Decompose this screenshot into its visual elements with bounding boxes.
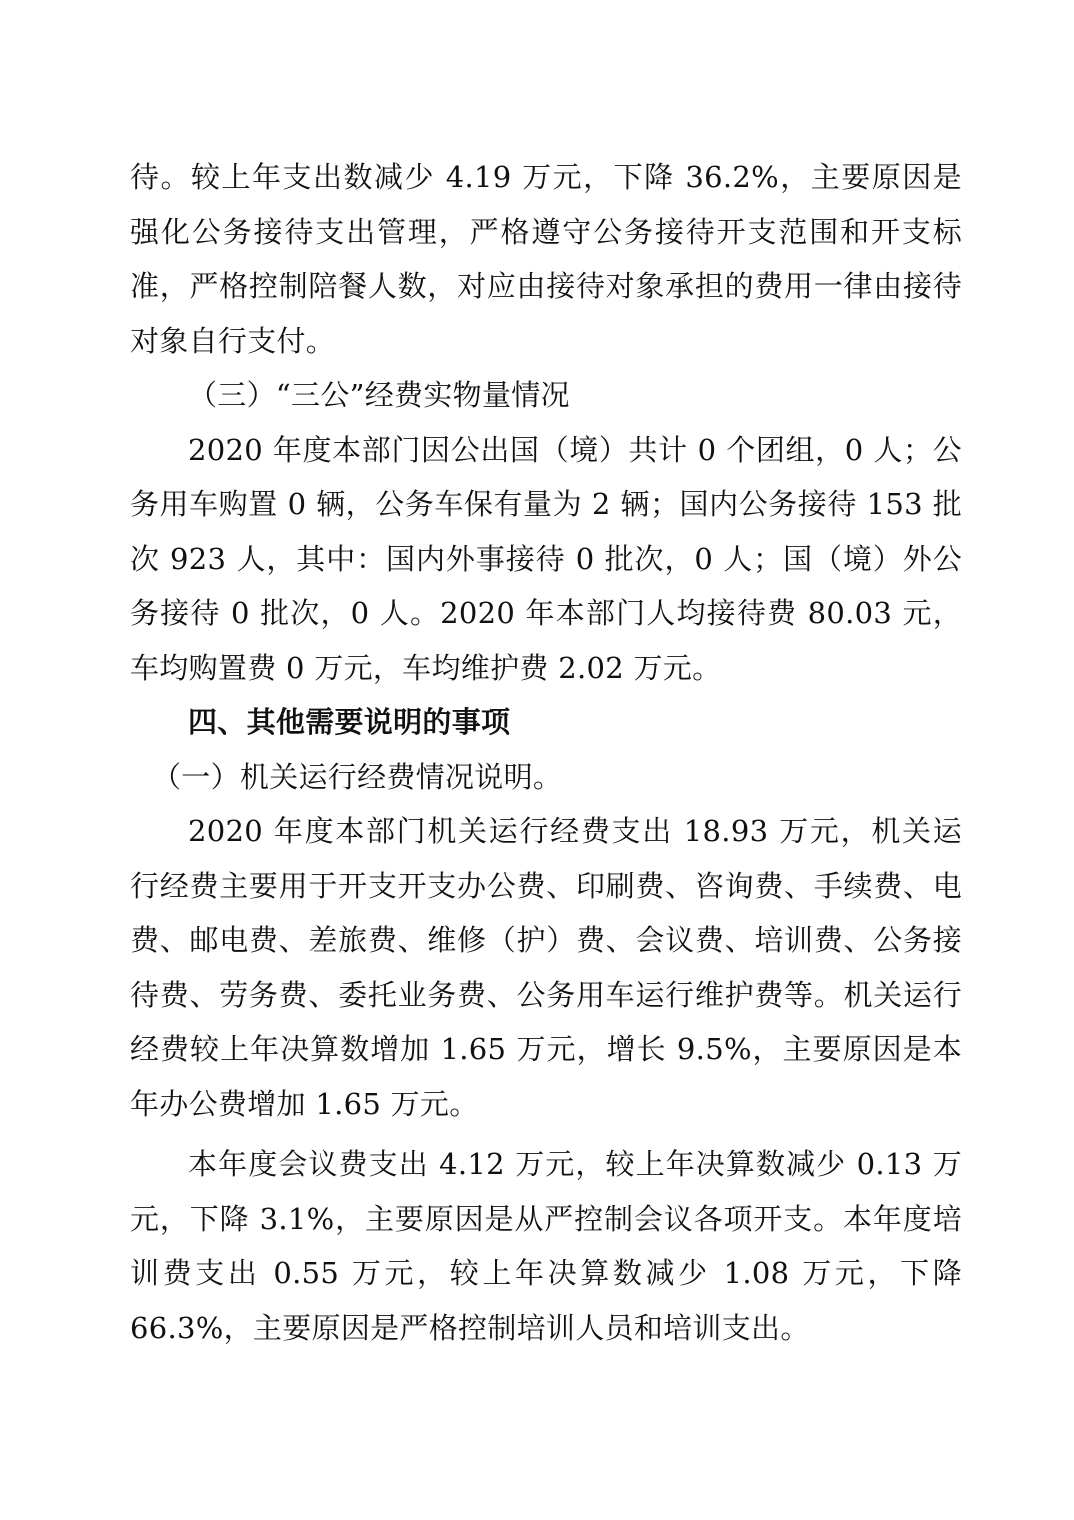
paragraph-operating-expenses: 2020 年度本部门机关运行经费支出 18.93 万元，机关运行经费主要用于开支开支办公费、印刷费、咨询费、手续费、电费、邮电费、差旅费、维修（护）费、会议费、培训费、公务接待费、劳务费、委托业务费、公务用车运行维护费等。机关运行经费较上年决算数增加 1.65 万元，增长 9.5%，主要原因是本年办公费增加 1.65 万元。 [130, 814, 962, 1121]
document-page [130, 150, 962, 1355]
section-heading-other-matters: 四、其他需要说明的事项 [188, 705, 511, 739]
paragraph-meeting-training-expenses: 本年度会议费支出 4.12 万元，较上年决算数减少 0.13 万元，下降 3.1%，主要原因是从严控制会议各项开支。本年度培训费支出 0.55 万元，较上年决算数减少 1.08 万元，下降 66.3%，主要原因是严格控制培训人员和培训支出。 [130, 1147, 962, 1345]
paragraph-reception-summary: 待。较上年支出数减少 4.19 万元，下降 36.2%，主要原因是强化公务接待支出管理，严格遵守公务接待开支范围和开支标准，严格控制陪餐人数，对应由接待对象承担的费用一律由接待对象自行支付。 [130, 160, 962, 358]
section-heading-three-public-quantities: （三）“三公”经费实物量情况 [188, 378, 570, 412]
section-heading-operating-expenses: （一）机关运行经费情况说明。 [152, 759, 563, 794]
paragraph-three-public-quantities: 2020 年度本部门因公出国（境）共计 0 个团组，0 人；公务用车购置 0 辆，公务车保有量为 2 辆；国内公务接待 153 批次 923 人，其中：国内外事接待 0 批次，0 人；国（境）外公务接待 0 批次，0 人。2020 年本部门人均接待费 80.03 元，车均购置费 0 万元，车均维护费 2.02 万元。 [130, 432, 962, 685]
